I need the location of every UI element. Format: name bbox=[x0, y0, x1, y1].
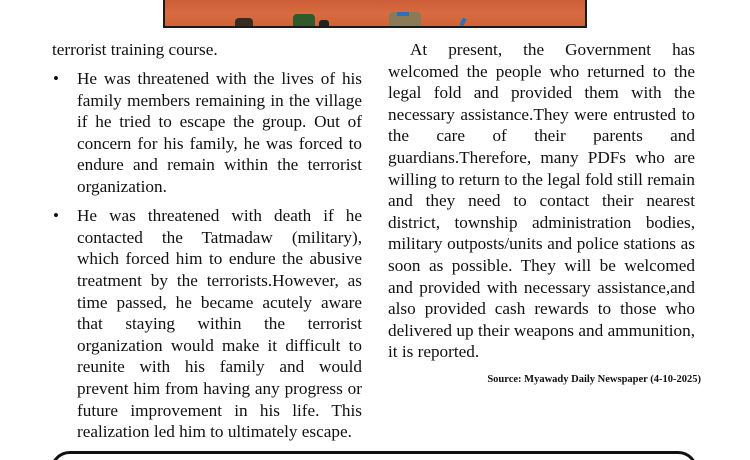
photo-figure bbox=[319, 20, 329, 26]
bullet-item bbox=[52, 68, 362, 198]
photo-figure bbox=[459, 18, 466, 27]
bullet-icon: • bbox=[53, 69, 59, 89]
body-paragraph: At present, the Government has welcomed the people who returned to the legal fold and provided them with the necessary assistance.They were entrusted to the care of their parents and guardians.Therefore, many PDFs who are willing to return to the legal fold still remain and they need to contact their nearest district, township administration bodies, military outposts/units and police stations as soon as possible. They will be welcomed and provided with necessary assistance,and also provided cash rewards to those who delivered up their weapons and ammunition, it is reported. bbox=[388, 40, 695, 362]
source-citation: Source: Myawady Daily Newspaper (4-10-2025) bbox=[487, 374, 701, 385]
photo-figure bbox=[235, 18, 253, 26]
continuation-text: terrorist training course. bbox=[52, 40, 218, 59]
bullet-text: He was threatened with the lives of his family members remaining in the village if he tried to escape the group. Out of concern for his family, he was forced to endure and remain within the terrorist organization. bbox=[77, 69, 362, 197]
bullet-item bbox=[52, 205, 362, 443]
news-photo bbox=[163, 0, 587, 28]
right-column bbox=[388, 39, 695, 363]
photo-figure bbox=[397, 12, 409, 16]
bullet-text: He was threatened with death if he contacted the Tatmadaw (military), which forced him to endure the abusive treatment by the terrorists.However, as time passed, he became acutely aware that staying within the terrorist organization would make it difficult to reunite with his family and would prevent him from having any progress or future improvement in his life. This realization led him to ultimately escape. bbox=[77, 206, 362, 442]
bottom-rounded-box bbox=[50, 451, 698, 460]
photo-figure bbox=[293, 14, 315, 26]
bullet-icon: • bbox=[53, 206, 59, 226]
left-column bbox=[52, 39, 362, 443]
